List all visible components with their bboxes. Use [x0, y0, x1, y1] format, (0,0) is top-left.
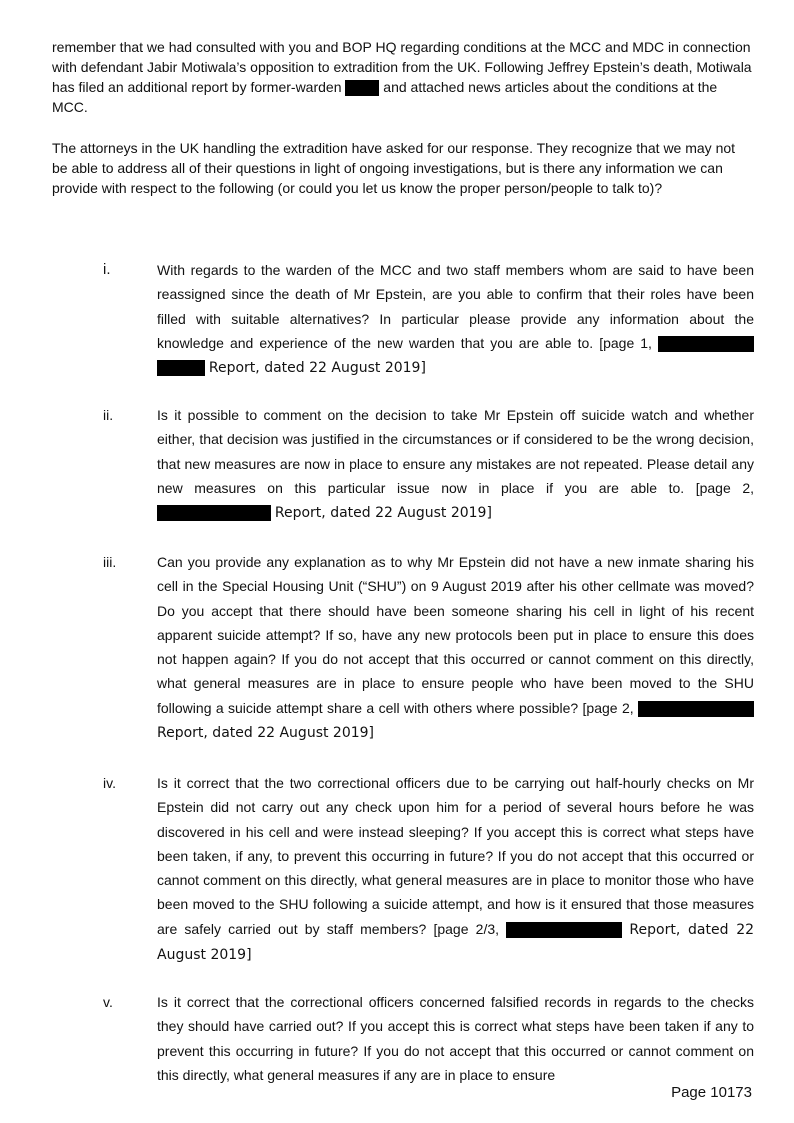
request-paragraph: The attorneys in the UK handling the extradition have asked for our response. They recognize that we may not be able to address all of their questions in light of ongoing investigations, but is there any information we can provide with respect to the following (or could you let us know the proper person/people to talk to)? — [52, 140, 736, 196]
question-text: Is it correct that the two correctional officers due to be carrying out half-hourly checks on Mr Epstein did not carry out any check upon him for a period of several hours before he was discovered in his cell and were instead sleeping? If you accept this is correct what steps have been taken, if any, to prevent this occurring in future? If you do not accept that this occurred or cannot comment on this directly, what general measures are in place to monitor those who have been moved to the SHU following a suicide attempt, and how is it ensured that those measures are safely carried out by staff members? [page 2/3, Report, dated 22 August 2019] — [157, 775, 755, 964]
question-marker: ii. — [103, 407, 114, 423]
question-text: With regards to the warden of the MCC and two staff members whom are said to have been reassigned since the death of Mr Epstein, are you able to confirm that their roles have been filled with suitable alternatives? In particular please provide any information about the knowledge and experience of the new warden that you are able to. [page 1, Report, dated 22 August 2019] — [157, 262, 754, 377]
intro-text-start: remember that we had consulted with you and BOP HQ regarding conditions at the MCC and MDC in connection with defendant Jabir Motiwala’s opposition to extradition from the UK. Following Jeffrey Epstein’s death, Motiwala has filed an additional report by former-warden — [52, 39, 752, 95]
redaction-box — [157, 360, 205, 376]
question-text: Is it possible to comment on the decision to take Mr Epstein off suicide watch and whether either, that decision was justified in the circumstances or if considered to be the wrong decision, that new measures are now in place to ensure any mistakes are not repeated. Please detail any new measures on this particular issue now in place if you are able to. [page 2, Report, dated 22 August 2019] — [157, 407, 754, 522]
question-text: Can you provide any explanation as to why Mr Epstein did not have a new inmate sharing his cell in the Special Housing Unit (“SHU”) on 9 August 2019 after his other cellmate was moved? Do you accept that there should have been someone sharing his cell in light of his recent apparent suicide attempt? If so, have any new protocols been put in place to ensure this does not happen again? If you do not accept that this occurred or cannot comment on this directly, what general measures are in place to ensure people who have been moved to the SHU following a suicide attempt share a cell with others where possible? [page 2, Report, dated 22 August 2019] — [157, 554, 754, 742]
report-reference: Report, dated 22 August 2019] — [208, 360, 426, 377]
redaction-box — [638, 701, 754, 717]
page-number: Page 10173 — [671, 1084, 752, 1101]
report-reference: Report, dated 22 August 2019] — [157, 921, 755, 964]
intro-text-end: and attached news articles about the conditions at the MCC. — [52, 79, 718, 115]
question-marker: iii. — [103, 554, 117, 570]
question-text: Is it correct that the correctional officers concerned falsified records in regards to the checks they should have carried out? If you accept this is correct what steps have been taken if any to prevent this occurring in future? If you do not accept that this occurred or cannot comment on this directly, what general measures if any are in place to ensure — [157, 994, 754, 1083]
redaction-box — [157, 505, 271, 521]
question-marker: i. — [103, 261, 111, 278]
report-reference: Report, dated 22 August 2019] — [274, 505, 492, 522]
question-marker: v. — [103, 994, 113, 1010]
redaction-box — [506, 922, 622, 938]
question-marker: iv. — [103, 775, 116, 791]
redaction-box — [345, 80, 379, 96]
redaction-box — [658, 336, 754, 352]
intro-paragraph — [52, 37, 752, 117]
report-reference: Report, dated 22 August 2019] — [157, 725, 375, 742]
